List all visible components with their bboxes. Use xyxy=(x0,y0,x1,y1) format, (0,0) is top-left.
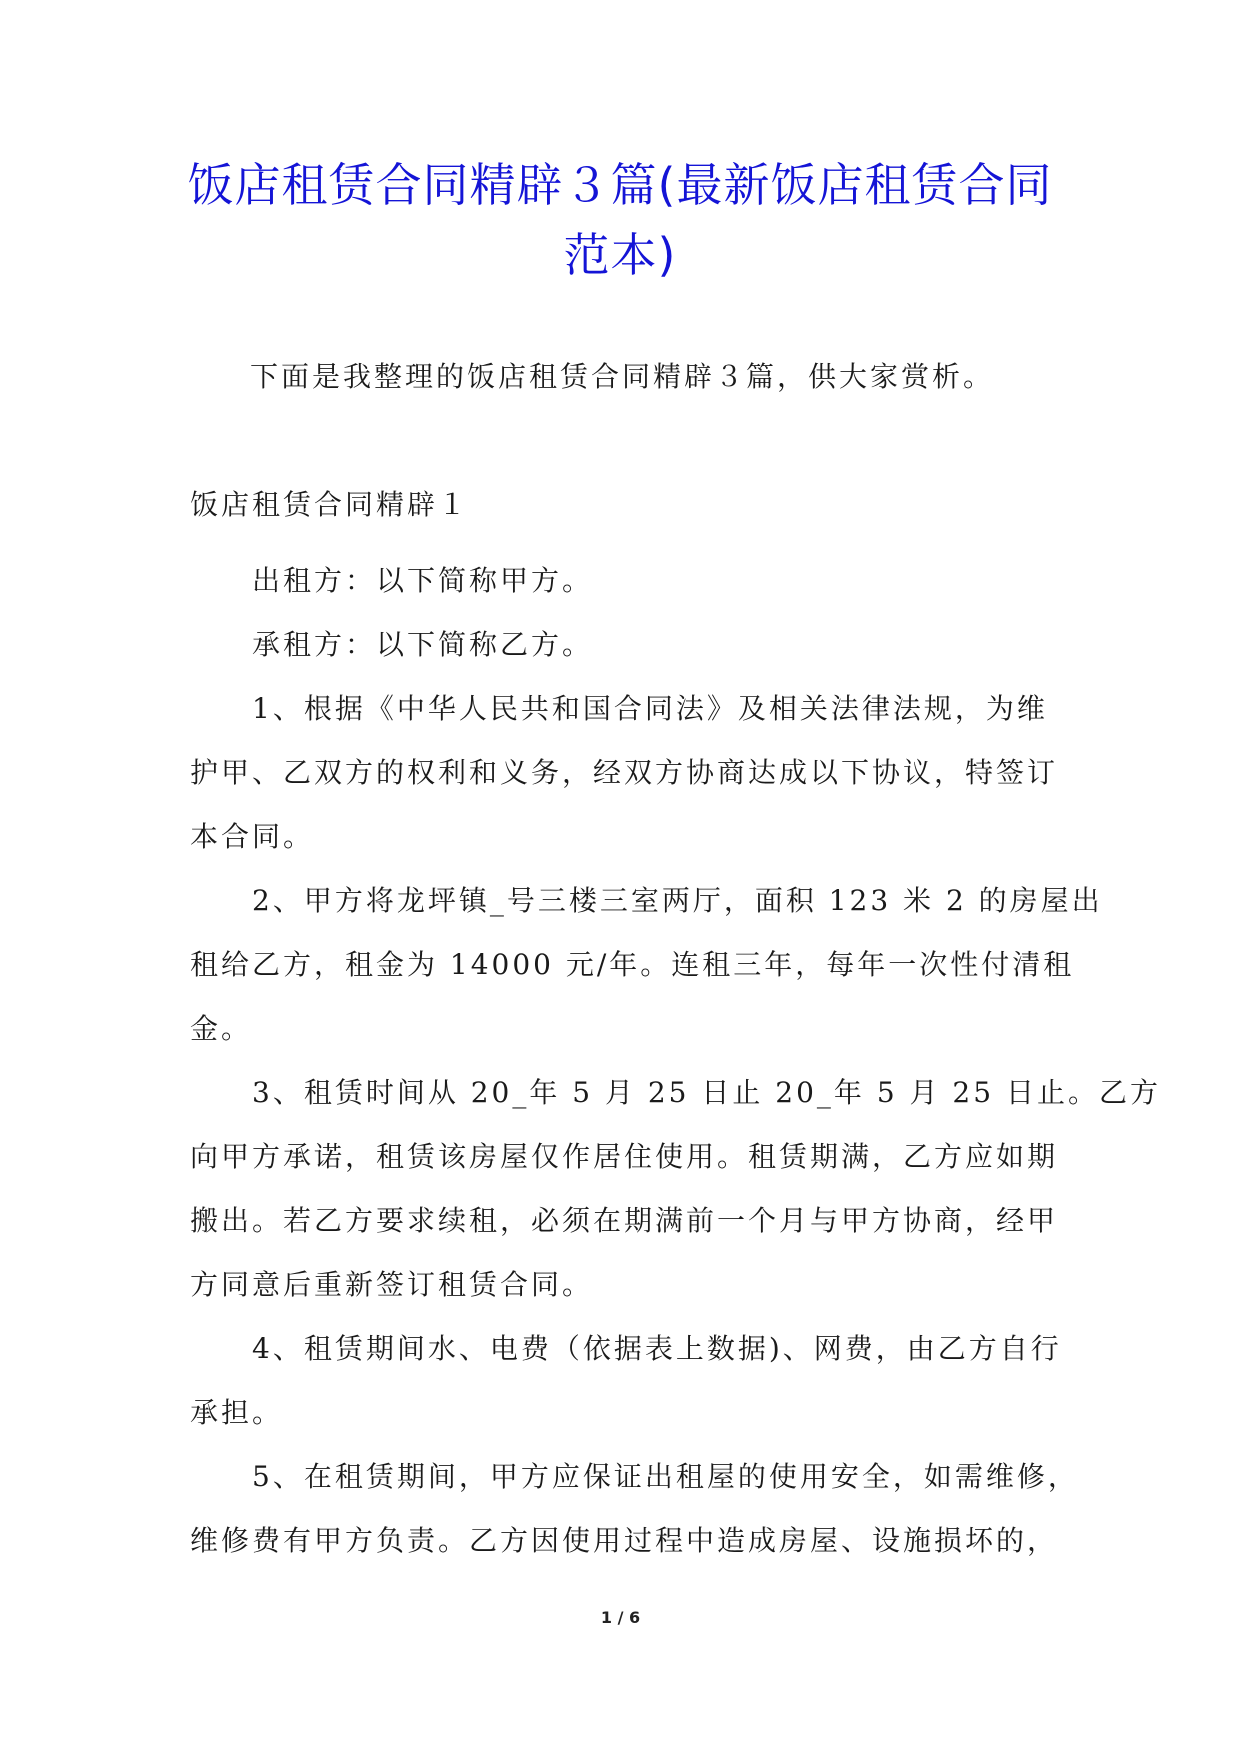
paragraph xyxy=(190,869,1103,1061)
paragraph xyxy=(190,1061,1161,1317)
paragraph xyxy=(190,677,1060,869)
paragraph-line: 向甲方承诺，租赁该房屋仅作居住使用。租赁期满，乙方应如期 xyxy=(190,1140,1059,1173)
paragraph xyxy=(190,1317,1060,1445)
document-title xyxy=(170,150,1070,290)
section-heading: 饭店租赁合同精辟１ xyxy=(190,488,470,521)
title-line-1: 饭店租赁合同精辟３篇(最新饭店租赁合同 xyxy=(187,158,1053,212)
paragraph-line: 金。 xyxy=(190,1012,253,1045)
paragraph-line: 承担。 xyxy=(190,1396,284,1429)
paragraph-line: 5、在租赁期间，甲方应保证出租屋的使用安全，如需维修， xyxy=(252,1460,1079,1493)
paragraph-line: 租给乙方，租金为 14000 元/年。连租三年，每年一次性付清租 xyxy=(190,948,1075,981)
paragraph xyxy=(190,1445,1079,1573)
paragraph-line: 承租方：以下简称乙方。 xyxy=(252,628,594,661)
document-body xyxy=(190,485,1161,1573)
paragraph-line: 护甲、乙双方的权利和义务，经双方协商达成以下协议，特签订 xyxy=(190,756,1059,789)
paragraph xyxy=(190,613,1060,677)
paragraph xyxy=(190,549,1060,613)
page-indicator: 1 / 6 xyxy=(600,1608,641,1627)
paragraph-line: 4、租赁期间水、电费（依据表上数据)、网费，由乙方自行 xyxy=(252,1332,1062,1365)
paragraph-line: 1、根据《中华人民共和国合同法》及相关法律法规，为维 xyxy=(252,692,1048,725)
paragraph-list xyxy=(190,549,1161,1573)
paragraph-line: 搬出。若乙方要求续租，必须在期满前一个月与甲方协商，经甲 xyxy=(190,1204,1059,1237)
paragraph-line: 3、租赁时间从 20_年 5 月 25 日止 20_年 5 月 25 日止。乙方 xyxy=(252,1076,1161,1109)
intro-text: 下面是我整理的饭店租赁合同精辟３篇，供大家赏析。 xyxy=(250,360,995,393)
title-line-2: 范本) xyxy=(563,228,677,282)
paragraph-line: 方同意后重新签订租赁合同。 xyxy=(190,1268,594,1301)
paragraph-line: 出租方：以下简称甲方。 xyxy=(252,564,594,597)
paragraph-line: 维修费有甲方负责。乙方因使用过程中造成房屋、设施损坏的， xyxy=(190,1524,1059,1557)
paragraph-line: 2、甲方将龙坪镇_号三楼三室两厅，面积 123 米 2 的房屋出 xyxy=(252,884,1103,917)
paragraph-line: 本合同。 xyxy=(190,820,315,853)
